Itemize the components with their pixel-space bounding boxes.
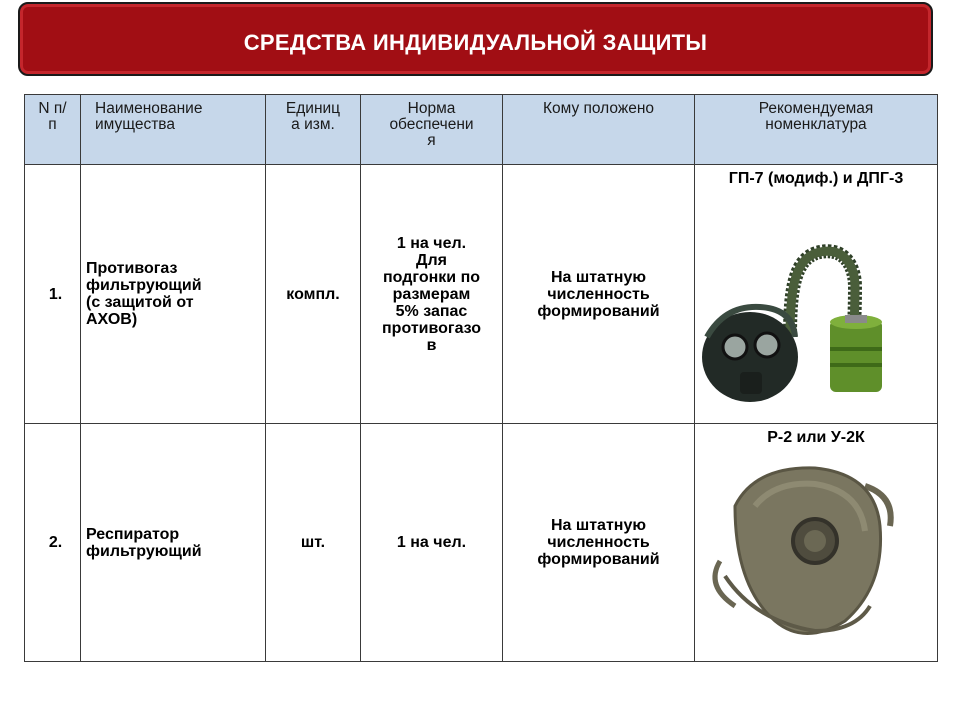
header-unit: Единиц а изм. bbox=[266, 95, 361, 165]
table-row bbox=[25, 165, 938, 424]
row-number: 2. bbox=[25, 424, 81, 662]
row-norm: 1 на чел. bbox=[361, 424, 503, 662]
header-number: N п/ п bbox=[25, 95, 81, 165]
gas-mask-image bbox=[695, 187, 938, 412]
header-who: Кому положено bbox=[503, 95, 695, 165]
nomenclature-label: Р-2 или У-2К bbox=[767, 429, 865, 446]
row-name: Противогаз фильтрующий (с защитой от АХОВ) bbox=[81, 165, 266, 424]
row-unit: шт. bbox=[266, 424, 361, 662]
row-who: На штатную численность формирований bbox=[503, 424, 695, 662]
title-banner bbox=[18, 2, 933, 76]
row-nomenclature bbox=[695, 424, 938, 662]
page-title: СРЕДСТВА ИНДИВИДУАЛЬНОЙ ЗАЩИТЫ bbox=[243, 30, 708, 55]
header-nomenclature: Рекомендуемая номенклатура bbox=[695, 95, 938, 165]
row-norm: 1 на чел. Для подгонки по размерам 5% запас противогазо в bbox=[361, 165, 503, 424]
row-name: Респиратор фильтрующий bbox=[81, 424, 266, 662]
row-unit: компл. bbox=[266, 165, 361, 424]
row-nomenclature bbox=[695, 165, 938, 424]
row-who: На штатную численность формирований bbox=[503, 165, 695, 424]
table-row bbox=[25, 424, 938, 662]
header-norm: Норма обеспечени я bbox=[361, 95, 503, 165]
nomenclature-label: ГП-7 (модиф.) и ДПГ-3 bbox=[728, 170, 904, 187]
equipment-table bbox=[24, 94, 938, 662]
respirator-image bbox=[695, 446, 938, 651]
header-name: Наименование имущества bbox=[81, 95, 266, 165]
row-number: 1. bbox=[25, 165, 81, 424]
table-header-row bbox=[25, 95, 938, 165]
